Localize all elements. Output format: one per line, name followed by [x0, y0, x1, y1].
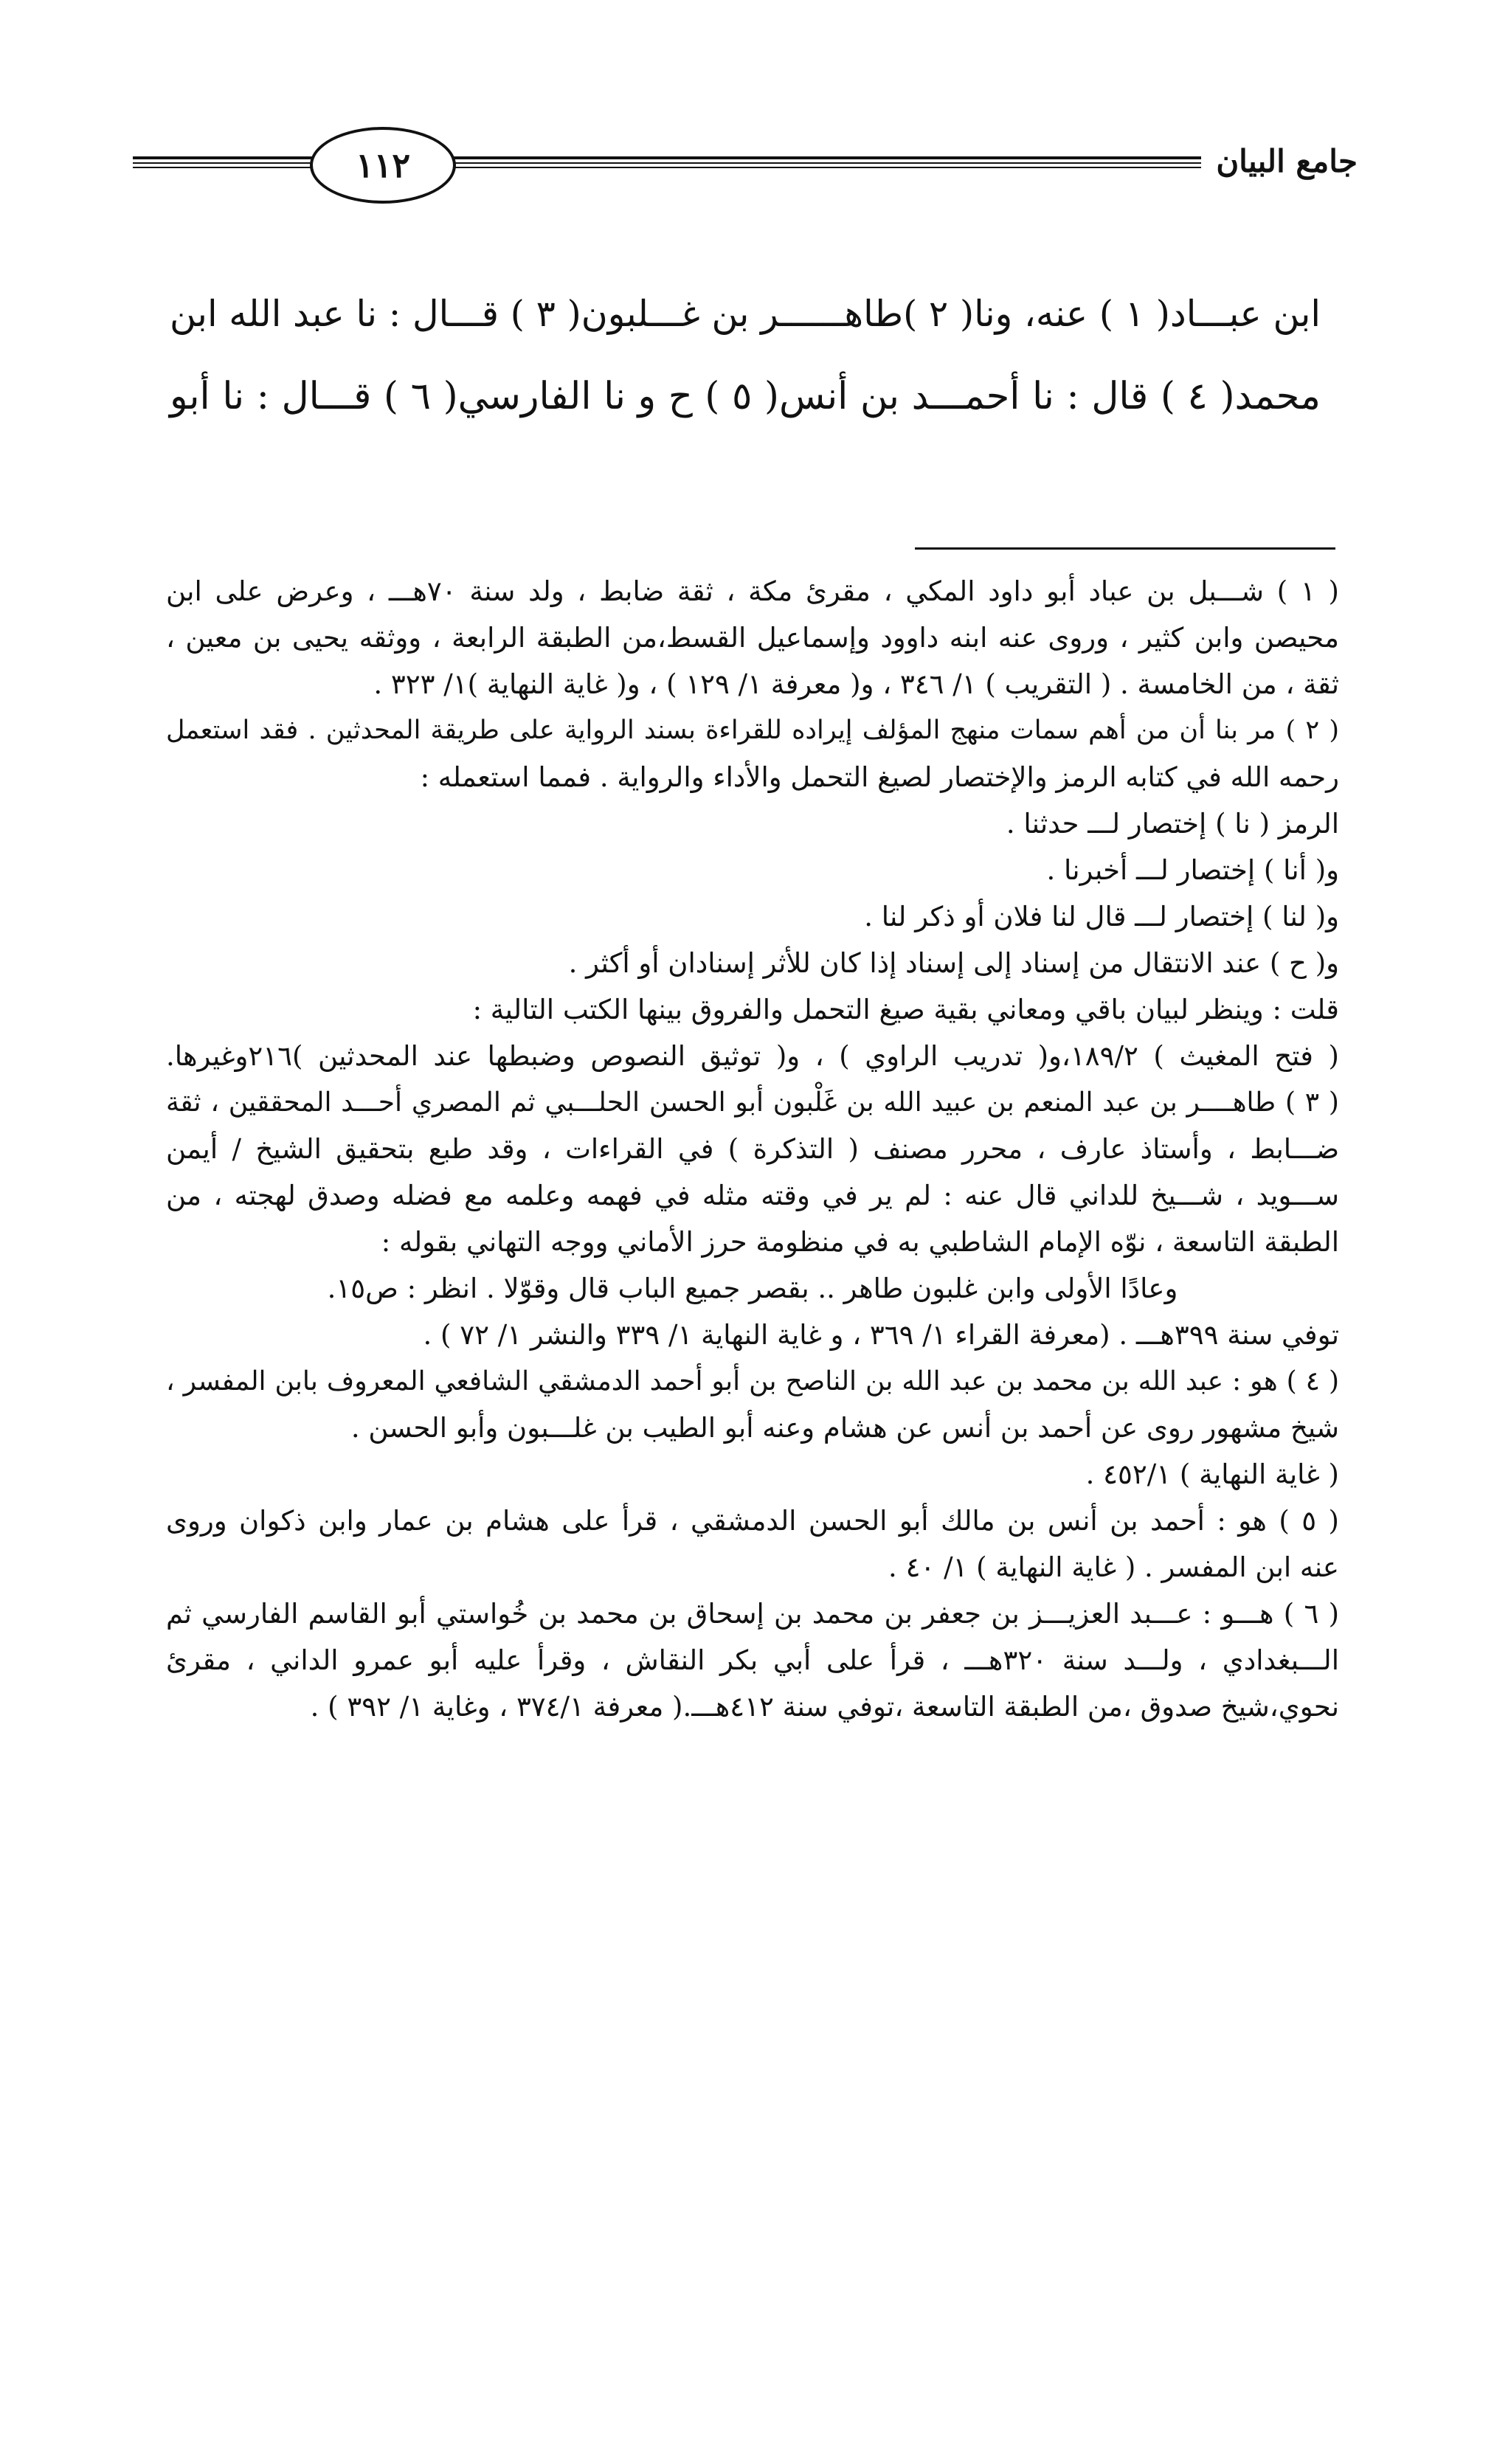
page-number: ١١٢ [310, 127, 456, 204]
footnote-verse-line: وعادًا الأولى وابن غلبون طاهر .. بقصر جميع الباب قال وقوّلا . انظر : ص١٥. [327, 1273, 1178, 1304]
footnote-line: ( فتح المغيث ) ١٨٩/٢،و( تدريب الراوي ) ، و( توثيق النصوص وضبطها عند المحدثين )٢١٦وغيرها. [166, 1040, 1339, 1072]
main-text-line: محمد( ٤ ) قال : نا أحمـــد بن أنس( ٥ ) ح و نا الفارسي( ٦ ) قـــال : نا أبو [170, 375, 1321, 418]
footnotes [166, 568, 1339, 1730]
footnote-line: ضـــابط ، وأستاذ عارف ، محرر مصنف ( التذكرة ) في القراءات ، وقد طبع بتحقيق الشيخ / أيمن [166, 1133, 1339, 1165]
main-text [170, 273, 1321, 438]
footnote-line: شيخ مشهور روى عن أحمد بن أنس عن هشام وعنه أبو الطيب بن غلـــبون وأبو الحسن . [350, 1412, 1339, 1444]
footnote-line: محيصن وابن كثير ، وروى عنه ابنه داوود وإسماعيل القسط،من الطبقة الرابعة ، ووثقه يحيى بن معين ، [166, 622, 1339, 654]
footnote-line: الطبقة التاسعة ، نوّه الإمام الشاطبي به في منظومة حرز الأماني ووجه التهاني بقوله : [381, 1226, 1339, 1258]
footnote-line: ســـويد ، شـــيخ للداني قال عنه : لم ير في وقته مثله في فهمه وعلمه مع فضله وصدق لهجته ، من [166, 1180, 1339, 1211]
footnote-line: نحوي،شيخ صدوق ،من الطبقة التاسعة ،توفي سنة ٤١٢هـــ.( معرفة ٣٧٤/١ ، وغاية ١/ ٣٩٢ ) . [310, 1691, 1339, 1723]
footnote-line: الـــبغدادي ، ولـــد سنة ٣٢٠هـــ ، قرأ على أبي بكر النقاش ، وقرأ عليه أبو عمرو الداني ، مقرئ [166, 1644, 1339, 1676]
footnote-line: و( لنا ) إختصار لـــ قال لنا فلان أو ذكر لنا . [864, 901, 1339, 932]
footnote-line: ( ٢ ) مر بنا أن من أهم سمات منهج المؤلف إيراده للقراءة بسند الرواية على طريقة المحدثين . فقد استعمل [166, 716, 1339, 745]
footnote-line: ( ٣ ) طاهــــر بن عبد المنعم بن عبيد الله بن غَلْبون أبو الحسن الحلـــبي ثم المصري أحـــد المحققين ، ثقة [166, 1087, 1339, 1118]
footnote-line: عنه ابن المفسر . ( غاية النهاية ) ١/ ٤٠ . [888, 1551, 1339, 1583]
page-header [133, 127, 1358, 201]
footnote-line: الرمز ( نا ) إختصار لـــ حدثنا . [1006, 808, 1339, 840]
footnote-line: ( غاية النهاية ) ٤٥٢/١ . [1085, 1458, 1339, 1490]
footnote-line: ( ٦ ) هـــو : عـــبد العزيـــز بن جعفر بن محمد بن إسحاق بن محمد بن خُواستي أبو القاسم الفارسي ثم [166, 1598, 1340, 1630]
book-title: جامع البيان [1201, 143, 1358, 179]
footnote-line: و( ح ) عند الانتقال من إسناد إلى إسناد إذا كان للأثر إسنادان أو أكثر . [568, 947, 1339, 979]
footnote-separator [915, 547, 1335, 550]
footnote-line: توفي سنة ٣٩٩هـــ . (معرفة القراء ١/ ٣٦٩ ، و غاية النهاية ١/ ٣٣٩ والنشر ١/ ٧٢ ) . [423, 1319, 1339, 1351]
footnote-line: قلت : وينظر لبيان باقي ومعاني بقية صيغ التحمل والفروق بينها الكتب التالية : [472, 994, 1339, 1025]
footnote-line: ( ٤ ) هو : عبد الله بن محمد بن عبد الله بن الناصح بن أبو أحمد الدمشقي الشافعي المعروف بابن المفسر ، [166, 1366, 1339, 1397]
footnote-line: و( أنا ) إختصار لـــ أخبرنا . [1046, 854, 1339, 886]
footnote-line: ثقة ، من الخامسة . ( التقريب ) ١/ ٣٤٦ ، و( معرفة ١/ ١٢٩ ) ، و( غاية النهاية )١/ ٣٢٣ . [373, 668, 1339, 700]
footnote-line: رحمه الله في كتابه الرمز والإختصار لصيغ التحمل والأداء والرواية . فمما استعمله : [420, 761, 1339, 793]
footnote-line: ( ١ ) شـــبل بن عباد أبو داود المكي ، مقرئ مكة ، ثقة ضابط ، ولد سنة ٧٠هـــ ، وعرض على ابن [166, 575, 1339, 607]
main-text-line: ابن عبـــاد( ١ ) عنه، ونا( ٢ )طاهــــــر بن غـــلبون( ٣ ) قـــال : نا عبد الله ابن [170, 293, 1321, 335]
footnote-line: ( ٥ ) هو : أحمد بن أنس بن مالك أبو الحسن الدمشقي ، قرأ على هشام بن عمار وابن ذكوان وروى [166, 1505, 1339, 1537]
